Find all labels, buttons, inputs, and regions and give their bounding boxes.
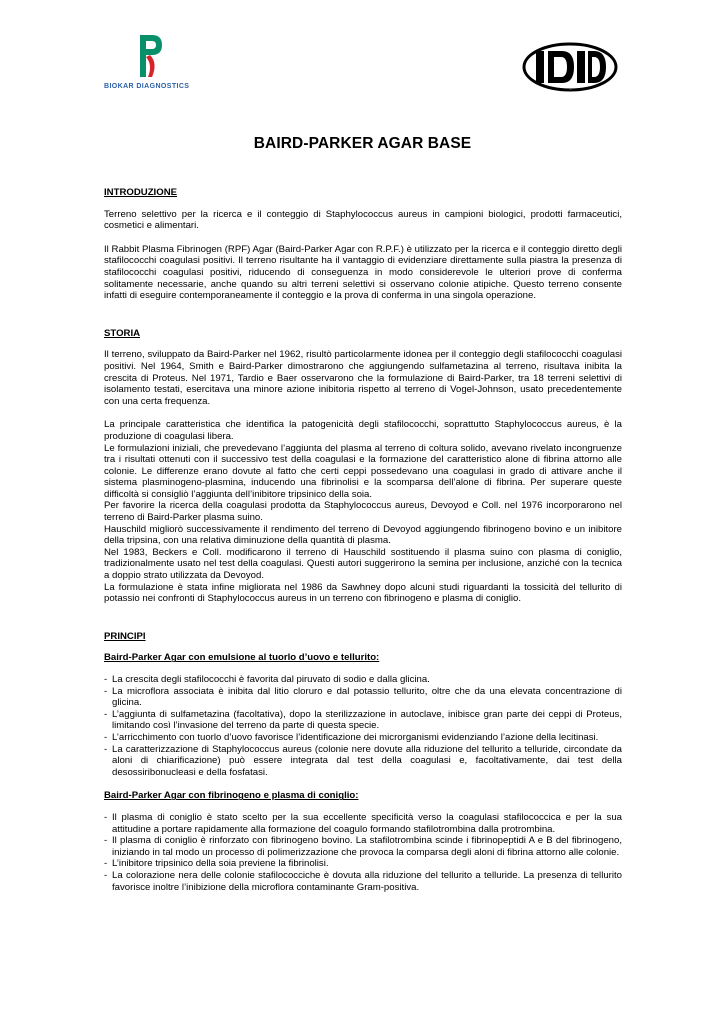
section-heading-introduzione: INTRODUZIONE <box>104 187 178 198</box>
section-heading-principi: PRINCIPI <box>104 630 146 642</box>
principi-list-fibrinogeno <box>104 812 622 893</box>
list-item: - Il plasma di coniglio è rinforzato con fibrinogeno bovino. La stafilotrombina scinde i fibrinopeptidi A e B del fibrinogeno, iniziando in tal modo un processo di polimerizzazione che provoca la comparsa degli aloni di fibrina attorno alle colonie. <box>104 835 622 858</box>
biokar-logo <box>104 33 204 93</box>
list-item: - La microflora associata è inibita dal litio cloruro e dal potassio tellurito, oltre che da una elevata concentrazione di glicina. <box>104 686 622 709</box>
list-item: - Il plasma di coniglio è stato scelto per la sua eccellente specificità verso la coagulasi stafilococcica e per la sua attitudine a portare rapidamente alla formazione del coagulo formando stafilotrombina dalla protrombina. <box>104 812 622 835</box>
principi-list-tuorlo <box>104 674 622 778</box>
storia-line: Hauschild migliorò successivamente il rendimento del terreno di Devoyod aggiungendo fibrinogeno bovino e un inibitore della tripsina, con una relativa diminuzione della quantità di plasma. <box>104 523 622 547</box>
biokar-emblem-icon <box>138 33 164 79</box>
storia-paragraph: Il terreno, sviluppato da Baird-Parker nel 1962, risultò particolarmente idonea per il conteggio degli stafilococchi coagulasi positivi. Nel 1964, Smith e Baird-Parker dimostrarono che aggiungendo sulfametazina al terreno, risultava inibita la crescita di Proteus. Nel 1971, Tardio e Baer osservarono che la formulazione di Baird-Parker, tra 18 terreni selettivi di isolamento testati, esercitava una minore azione inibitoria rispetto al terreno di Vogel-Johnson, usato precedentemente con una certa frequenza. <box>104 349 622 407</box>
page-title: BAIRD-PARKER AGAR BASE <box>253 135 472 152</box>
list-item: - La colorazione nera delle colonie stafilococciche è dovuta alla riduzione del tellurito a telluride. La presenza di tellurito favorisce inoltre l’inibizione della microflora contaminante Gram-positiva. <box>104 870 622 893</box>
dd-brand-icon <box>522 42 618 92</box>
list-item: - La crescita degli stafilococchi è favorita dal piruvato di sodio e dalla glicina. <box>104 674 622 686</box>
section-heading-storia: STORIA <box>104 327 141 339</box>
storia-line: La principale caratteristica che identifica la patogenicità degli stafilococchi, soprattutto Staphylococcus aureus, è la produzione di coagulasi libera. <box>104 419 622 442</box>
company-name: BIOKAR DIAGNOSTICS <box>104 83 190 90</box>
list-item: - L’arricchimento con tuorlo d’uovo favorisce l’identificazione dei microrganismi evidenziando l’azione della lecitinasi. <box>104 732 622 744</box>
storia-line: Nel 1983, Beckers e Coll. modificarono il terreno di Hauschild sostituendo il plasma suino con plasma di coniglio, tradizionalmente usato nel test della coagulasi. Questi autori suggerirono la semina per inclusione, anziché con la tecnica a doppio strato utilizzata da Devoyod. <box>104 546 622 582</box>
storia-line: Per favorire la ricerca della coagulasi prodotta da Staphylococcus aureus, Devoyod e Coll. nel 1976 incorporarono nel terreno di Baird-Parker plasma suino. <box>104 500 622 524</box>
list-item: - L’aggiunta di sulfametazina (facoltativa), dopo la sterilizzazione in autoclave, inibisce gran parte dei ceppi di Proteus, limitando così l’invasione del terreno da parte di questa specie. <box>104 709 622 732</box>
storia-line: Le formulazioni iniziali, che prevedevano l’aggiunta del plasma al terreno di coltura solido, avevano rivelato incongruenze tra i risultati ottenuti con il successivo test della coagulasi e la formazione del caratteristico alone di fibrina attorno alle colonie. Le differenze erano dovute al fatto che certi ceppi possedevano una coagulasi in grado di attivare anche il sistema plasminogeno-plasmina, inducendo una fibrinolisi e la scomparsa dell’alone di fibrina. Per superare queste difficoltà si consigliò l’aggiunta dell’inibitore tripsinico della soia. <box>104 442 622 500</box>
dd-logo <box>522 42 618 92</box>
document-body <box>104 187 622 905</box>
list-item: - La caratterizzazione di Staphylococcus aureus (colonie nere dovute alla riduzione del tellurito a telluride, circondate da aloni di chiarificazione) può essere integrata dal test della coagulasi e, facoltativamente, dai test della desossiribonucleasi e della fosfatasi. <box>104 744 622 779</box>
subsection-heading-tuorlo: Baird-Parker Agar con emulsione al tuorlo d’uovo e tellurito: <box>104 652 380 664</box>
subsection-heading-fibrinogeno: Baird-Parker Agar con fibrinogeno e plasma di coniglio: <box>104 790 359 802</box>
intro-paragraph: Terreno selettivo per la ricerca e il conteggio di Staphylococcus aureus in campioni biologici, prodotti farmaceutici, cosmetici e alimentari. <box>104 208 622 232</box>
intro-paragraph: Il Rabbit Plasma Fibrinogen (RPF) Agar (Baird-Parker Agar con R.P.F.) è utilizzato per la ricerca e il conteggio diretto degli stafilococchi coagulasi positivi. Il terreno risultante ha il vantaggio di evidenziare direttamente sulla piastra la presenza di stafilococchi coagulasi positivi, riducendo di conseguenza in modo considerevole le ulteriori prove di conferma solitamente necessarie, anche quando su altri terreni selettivi si osservano colonie atipiche. Questo terreno consente infatti di eseguire contemporaneamente il conteggio e la prova di conferma in una singola operazione. <box>104 243 622 302</box>
storia-line: La formulazione è stata infine migliorata nel 1986 da Sawhney dopo alcuni studi riguardanti la tossicità del tellurito di potassio nei confronti di Staphylococcus aureus in un terreno con fibrinogeno e plasma di coniglio. <box>104 581 622 605</box>
brand-mark-text: DD <box>570 90 572 91</box>
list-item: - L’inibitore tripsinico della soia previene la fibrinolisi. <box>104 858 622 870</box>
